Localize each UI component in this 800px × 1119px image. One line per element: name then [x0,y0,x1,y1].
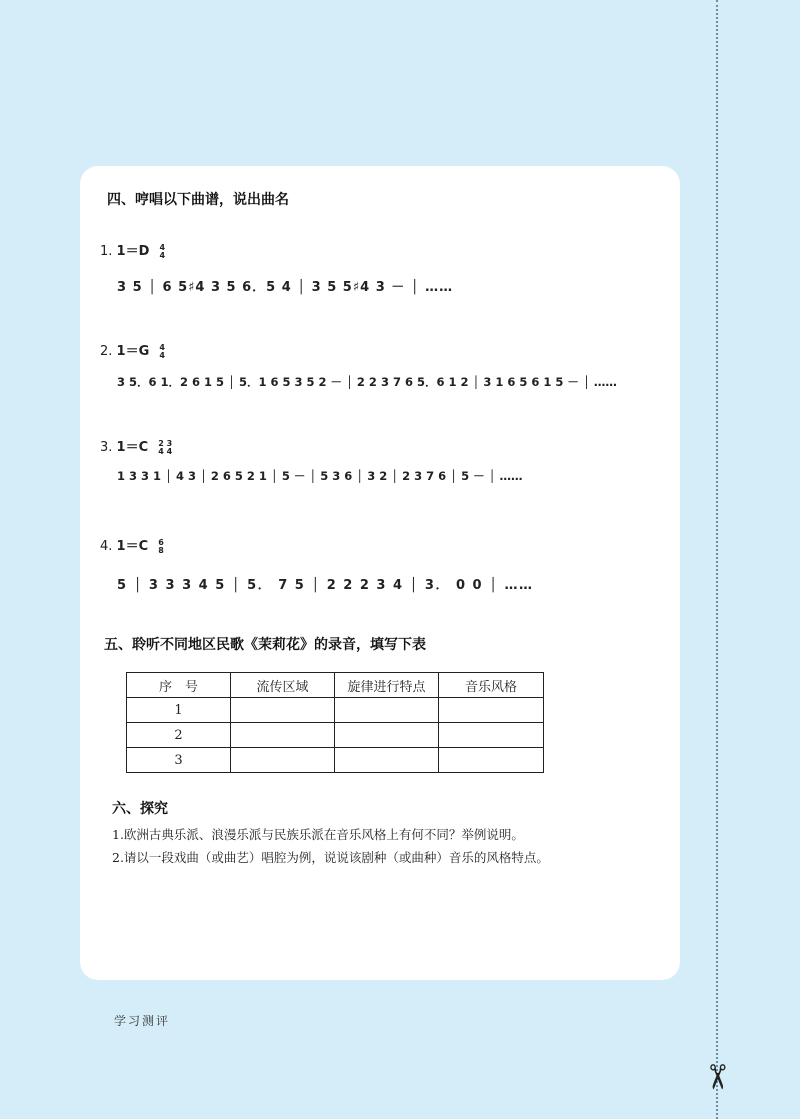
inquiry-question-1: 1.欧洲古典乐派、浪漫乐派与民族乐派在音乐风格上有何不同？举例说明。 [112,827,524,842]
header-melody: 旋律进行特点 [335,673,439,698]
table-cell[interactable] [231,698,335,723]
header-style: 音乐风格 [439,673,544,698]
item-1-key: 1. 1＝D 4 4 [100,242,166,260]
item-4-time-signature: 6 8 [158,537,164,555]
table-cell[interactable] [231,723,335,748]
page-footer: 学习测评 [114,1014,171,1028]
table-cell[interactable] [335,748,439,773]
row-index: 1 [127,698,231,723]
cut-line [716,0,718,1119]
table-cell[interactable] [439,748,544,773]
table-header-row [127,673,544,698]
table-cell[interactable] [231,748,335,773]
table-cell[interactable] [439,698,544,723]
item-3-score: 1 3 3 1 │ 4 3 │ 2 6 5 2 1 │ 5 － │ 5 3 6 │ 3 2 │ 2 3 7 6 │ 5 － │ …… [117,469,523,483]
row-index: 2 [127,723,231,748]
section-5-title: 五、聆听不同地区民歌《茉莉花》的录音，填写下表 [104,637,426,653]
table-row [127,698,544,723]
header-region: 流传区域 [231,673,335,698]
table-cell[interactable] [335,698,439,723]
inquiry-question-2: 2.请以一段戏曲（或曲艺）唱腔为例，说说该剧种（或曲种）音乐的风格特点。 [112,850,549,865]
table-cell[interactable] [335,723,439,748]
section-4-title: 四、哼唱以下曲谱，说出曲名 [107,192,289,208]
item-2-time-signature: 4 4 [159,342,165,360]
header-index: 序 号 [127,673,231,698]
item-4-key: 4. 1＝C 6 8 [100,537,164,555]
row-index: 3 [127,748,231,773]
table-cell[interactable] [439,723,544,748]
table-row [127,723,544,748]
item-3-time-signature: 2 3 4 4 [158,438,173,456]
scissors-icon: ✂ [696,1062,737,1092]
table-row [127,748,544,773]
item-4-score: 5 │ 3 3 3 4 5 │ 5． 7 5 │ 2 2 2 3 4 │ 3． 0 0 │ …… [117,578,534,593]
item-1-score: 3 5 │ 6 5♯4 3 5 6．5 4 │ 3 5 5♯4 3 － │ …… [117,280,454,295]
item-2-key: 2. 1＝G 4 4 [100,342,165,360]
item-3-key: 3. 1＝C 2 3 4 4 [100,438,173,456]
jasmine-flower-table [126,672,544,773]
item-1-time-signature: 4 4 [159,242,166,260]
section-6-title: 六、探究 [112,801,168,817]
item-2-score: 3 5．6 1．2 6 1 5 │ 5．1 6 5 3 5 2 － │ 2 2 3 7 6 5．6 1 2 │ 3 1 6 5 6 1 5 － │ …… [117,375,617,389]
